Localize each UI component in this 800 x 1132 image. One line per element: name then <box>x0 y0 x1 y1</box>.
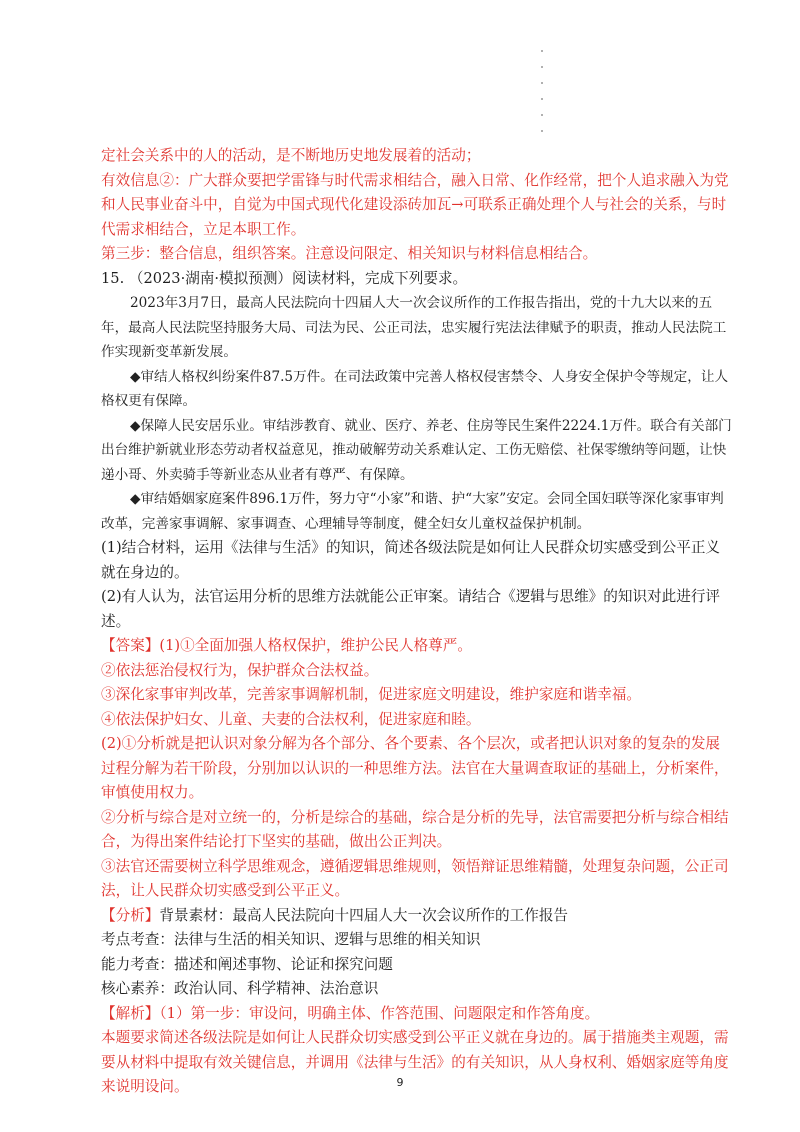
answer-line-4: ④依法保护妇女、儿童、夫妻的合法权利，促进家庭和睦。 <box>101 710 481 728</box>
continuation-line: 定社会关系中的人的活动，是不断地历史地发展着的活动； <box>101 147 481 164</box>
answer-line-7: ③法官还需要树立科学思维观念，遵循逻辑思维规则，领悟辩证思维精髓，处理复杂问题，公正司法，让人民群众切实感受到公平正义。 <box>101 857 729 899</box>
material-bullet-1: ◆审结人格权纠纷案件87.5万件。在司法政策中完善人格权侵害禁令、人身安全保护令等规定，让人格权更有保障。 <box>101 368 729 409</box>
explanation-step-1: 【解析】（1）第一步：审设问，明确主体、作答范围、问题限定和作答角度。 <box>101 1004 600 1022</box>
explanation-label: 【解析】 <box>101 1004 160 1022</box>
page-number: 9 <box>396 1076 404 1089</box>
material-bullet-3: ◆审结婚姻家庭案件896.1万件，努力守“小家”和谐、护“大家”安定。会同全国妇联等深化家事审判改革，完善家事调解、家事调查、心理辅导等制度，健全妇女儿童权益保护机制。 <box>101 491 724 532</box>
sub-question-1: (1)结合材料，运用《法律与生活》的知识，简述各级法院是如何让人民群众切实感受到公平正义就在身边的。 <box>101 539 721 581</box>
analysis-background: 【分析】背景素材：最高人民法院向十四届人大一次会议所作的工作报告 <box>101 906 569 924</box>
answer-line-2: ②依法惩治侵权行为，保护群众合法权益。 <box>101 661 379 679</box>
answer-line-1: 【答案】(1)①全面加强人格权保护，维护公民人格尊严。 <box>101 637 472 654</box>
sub-question-2: (2)有人认为，法官运用分析的思维方法就能公正审案。请结合《逻辑与思维》的知识对此进行评述。 <box>101 588 721 630</box>
effective-info-2: 有效信息②：广大群众要把学雷锋与时代需求相结合，融入日常、化作经常，把个人追求融入为党和人民事业奋斗中，自觉为中国式现代化建设添砖加瓦→可联系正确处理个人与社会的关系，与时代需求相结合，立足本职工作。 <box>101 171 729 238</box>
step-3: 第三步：整合信息，组织答案。注意设问限定、相关知识与材料信息相结合。 <box>101 245 598 262</box>
question-source: （2023·湖南·模拟预测）阅读材料，完成下列要求。 <box>128 269 468 287</box>
answer-label: 【答案】 <box>101 637 160 654</box>
analysis-ability: 能力考查：描述和阐述事物、论证和探究问题 <box>101 955 393 973</box>
analysis-literacy: 核心素养：政治认同、科学精神、法治意识 <box>101 980 379 997</box>
answer-line-6: ②分析与综合是对立统一的，分析是综合的基础，综合是分析的先导，法官需要把分析与综合相结合，为得出案件结论打下坚实的基础，做出公正判决。 <box>101 808 729 850</box>
analysis-label: 【分析】 <box>101 906 160 924</box>
material-bullet-2: ◆保障人民安居乐业。审结涉教育、就业、医疗、养老、住房等民生案件2224.1万件。联合有关部门出台维护新就业形态劳动者权益意见，推动破解劳动关系难认定、工伤无赔偿、社保零缴纳等问题，让快递小哥、外卖骑手等新业态从业者有尊严、有保障。 <box>101 417 732 483</box>
question-number: 15. <box>101 269 125 287</box>
answer-line-3: ③深化家事审判改革，完善家事调解机制，促进家庭文明建设，维护家庭和谐幸福。 <box>101 686 641 703</box>
document-body <box>101 144 733 1100</box>
margin-dots <box>541 50 547 146</box>
material-intro: 2023年3月7日，最高人民法院向十四届人大一次会议所作的工作报告指出，党的十九大以来的五年，最高人民法院坚持服务大局、司法为民、公正司法，忠实履行宪法法律赋予的职责，推动人民法院工作实现新变革新发展。 <box>101 295 727 360</box>
analysis-knowledge: 考点考查：法律与生活的相关知识、逻辑与思维的相关知识 <box>101 931 481 948</box>
question-header <box>101 267 733 292</box>
answer-line-5: (2)①分析就是把认识对象分解为各个部分、各个要素、各个层次，或者把认识对象的复杂的发展过程分解为若干阶段，分别加以认识的一种思维方法。法官在大量调查取证的基础上，分析案件，审慎使用权力。 <box>101 735 729 801</box>
explanation-body: 本题要求简述各级法院是如何让人民群众切实感受到公平正义就在身边的。属于措施类主观题，需要从材料中提取有效关键信息，并调用《法律与生活》的有关知识，从人身权利、婚姻家庭等角度来说明设问。 <box>101 1029 729 1095</box>
